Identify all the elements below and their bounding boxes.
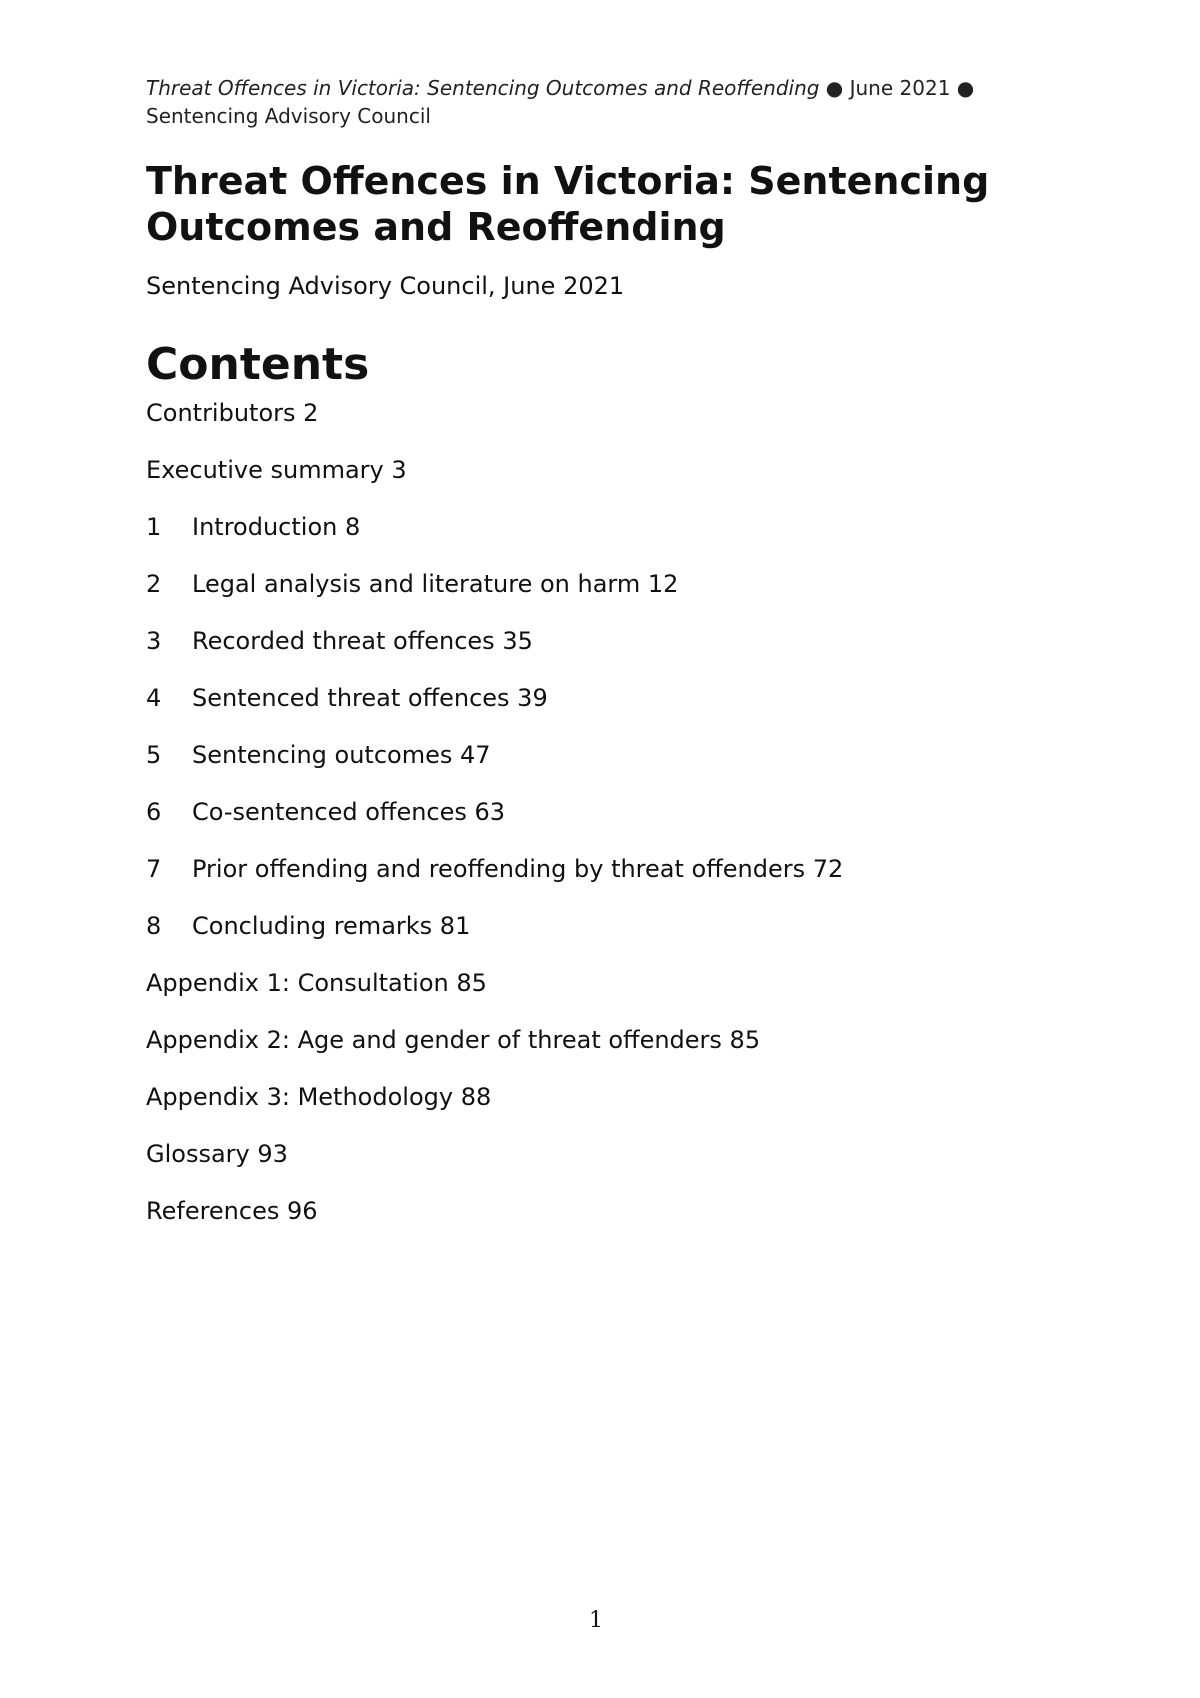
- table-of-contents: [146, 397, 843, 1252]
- toc-entry-number: 6: [146, 798, 162, 826]
- document-subtitle: Sentencing Advisory Council, June 2021: [146, 272, 625, 300]
- toc-entry-label: Legal analysis and literature on harm 12: [192, 570, 679, 598]
- toc-entry-label: Executive summary 3: [146, 456, 407, 484]
- toc-entry-prior-offending[interactable]: [146, 853, 843, 910]
- toc-entry-appendix-3[interactable]: [146, 1081, 843, 1138]
- toc-entry-label: References 96: [146, 1197, 318, 1225]
- toc-entry-appendix-1[interactable]: [146, 967, 843, 1024]
- running-header-organisation: Sentencing Advisory Council: [146, 104, 431, 128]
- toc-entry-number: 2: [146, 570, 162, 598]
- toc-entry-legal-analysis[interactable]: [146, 568, 843, 625]
- toc-entry-references[interactable]: [146, 1195, 843, 1252]
- running-header-separator: ●: [819, 76, 850, 100]
- page-number: 1: [589, 1608, 603, 1633]
- toc-entry-sentenced-offences[interactable]: [146, 682, 843, 739]
- toc-entry-label: Concluding remarks 81: [192, 912, 471, 940]
- toc-entry-executive-summary[interactable]: [146, 454, 843, 511]
- toc-entry-label: Prior offending and reoffending by threat offenders 72: [192, 855, 844, 883]
- toc-entry-label: Introduction 8: [192, 513, 361, 541]
- running-header-date: June 2021: [849, 76, 951, 100]
- toc-entry-appendix-2[interactable]: [146, 1024, 843, 1081]
- toc-entry-introduction[interactable]: [146, 511, 843, 568]
- document-page: [146, 0, 1066, 1698]
- toc-entry-number: 3: [146, 627, 162, 655]
- toc-entry-co-sentenced-offences[interactable]: [146, 796, 843, 853]
- document-title: Threat Offences in Victoria: Sentencing Outcomes and Reoffending: [146, 159, 990, 249]
- toc-entry-label: Appendix 1: Consultation 85: [146, 969, 487, 997]
- toc-entry-concluding-remarks[interactable]: [146, 910, 843, 967]
- toc-entry-label: Appendix 3: Methodology 88: [146, 1083, 492, 1111]
- toc-entry-label: Sentenced threat offences 39: [192, 684, 548, 712]
- toc-entry-number: 4: [146, 684, 162, 712]
- toc-entry-number: 1: [146, 513, 162, 541]
- running-header-separator: ●: [950, 76, 975, 100]
- contents-heading: Contents: [146, 339, 370, 390]
- running-header-title: Threat Offences in Victoria: Sentencing Outcomes and Reoffending: [146, 76, 820, 100]
- toc-entry-label: Sentencing outcomes 47: [192, 741, 491, 769]
- toc-entry-label: Recorded threat offences 35: [192, 627, 533, 655]
- toc-entry-label: Contributors 2: [146, 399, 319, 427]
- toc-entry-number: 7: [146, 855, 162, 883]
- toc-entry-label: Co-sentenced offences 63: [192, 798, 506, 826]
- toc-entry-glossary[interactable]: [146, 1138, 843, 1195]
- toc-entry-number: 5: [146, 741, 162, 769]
- toc-entry-label: Glossary 93: [146, 1140, 288, 1168]
- running-header: [146, 74, 1046, 130]
- toc-entry-number: 8: [146, 912, 162, 940]
- toc-entry-label: Appendix 2: Age and gender of threat offenders 85: [146, 1026, 761, 1054]
- toc-entry-sentencing-outcomes[interactable]: [146, 739, 843, 796]
- toc-entry-recorded-offences[interactable]: [146, 625, 843, 682]
- toc-entry-contributors[interactable]: [146, 397, 843, 454]
